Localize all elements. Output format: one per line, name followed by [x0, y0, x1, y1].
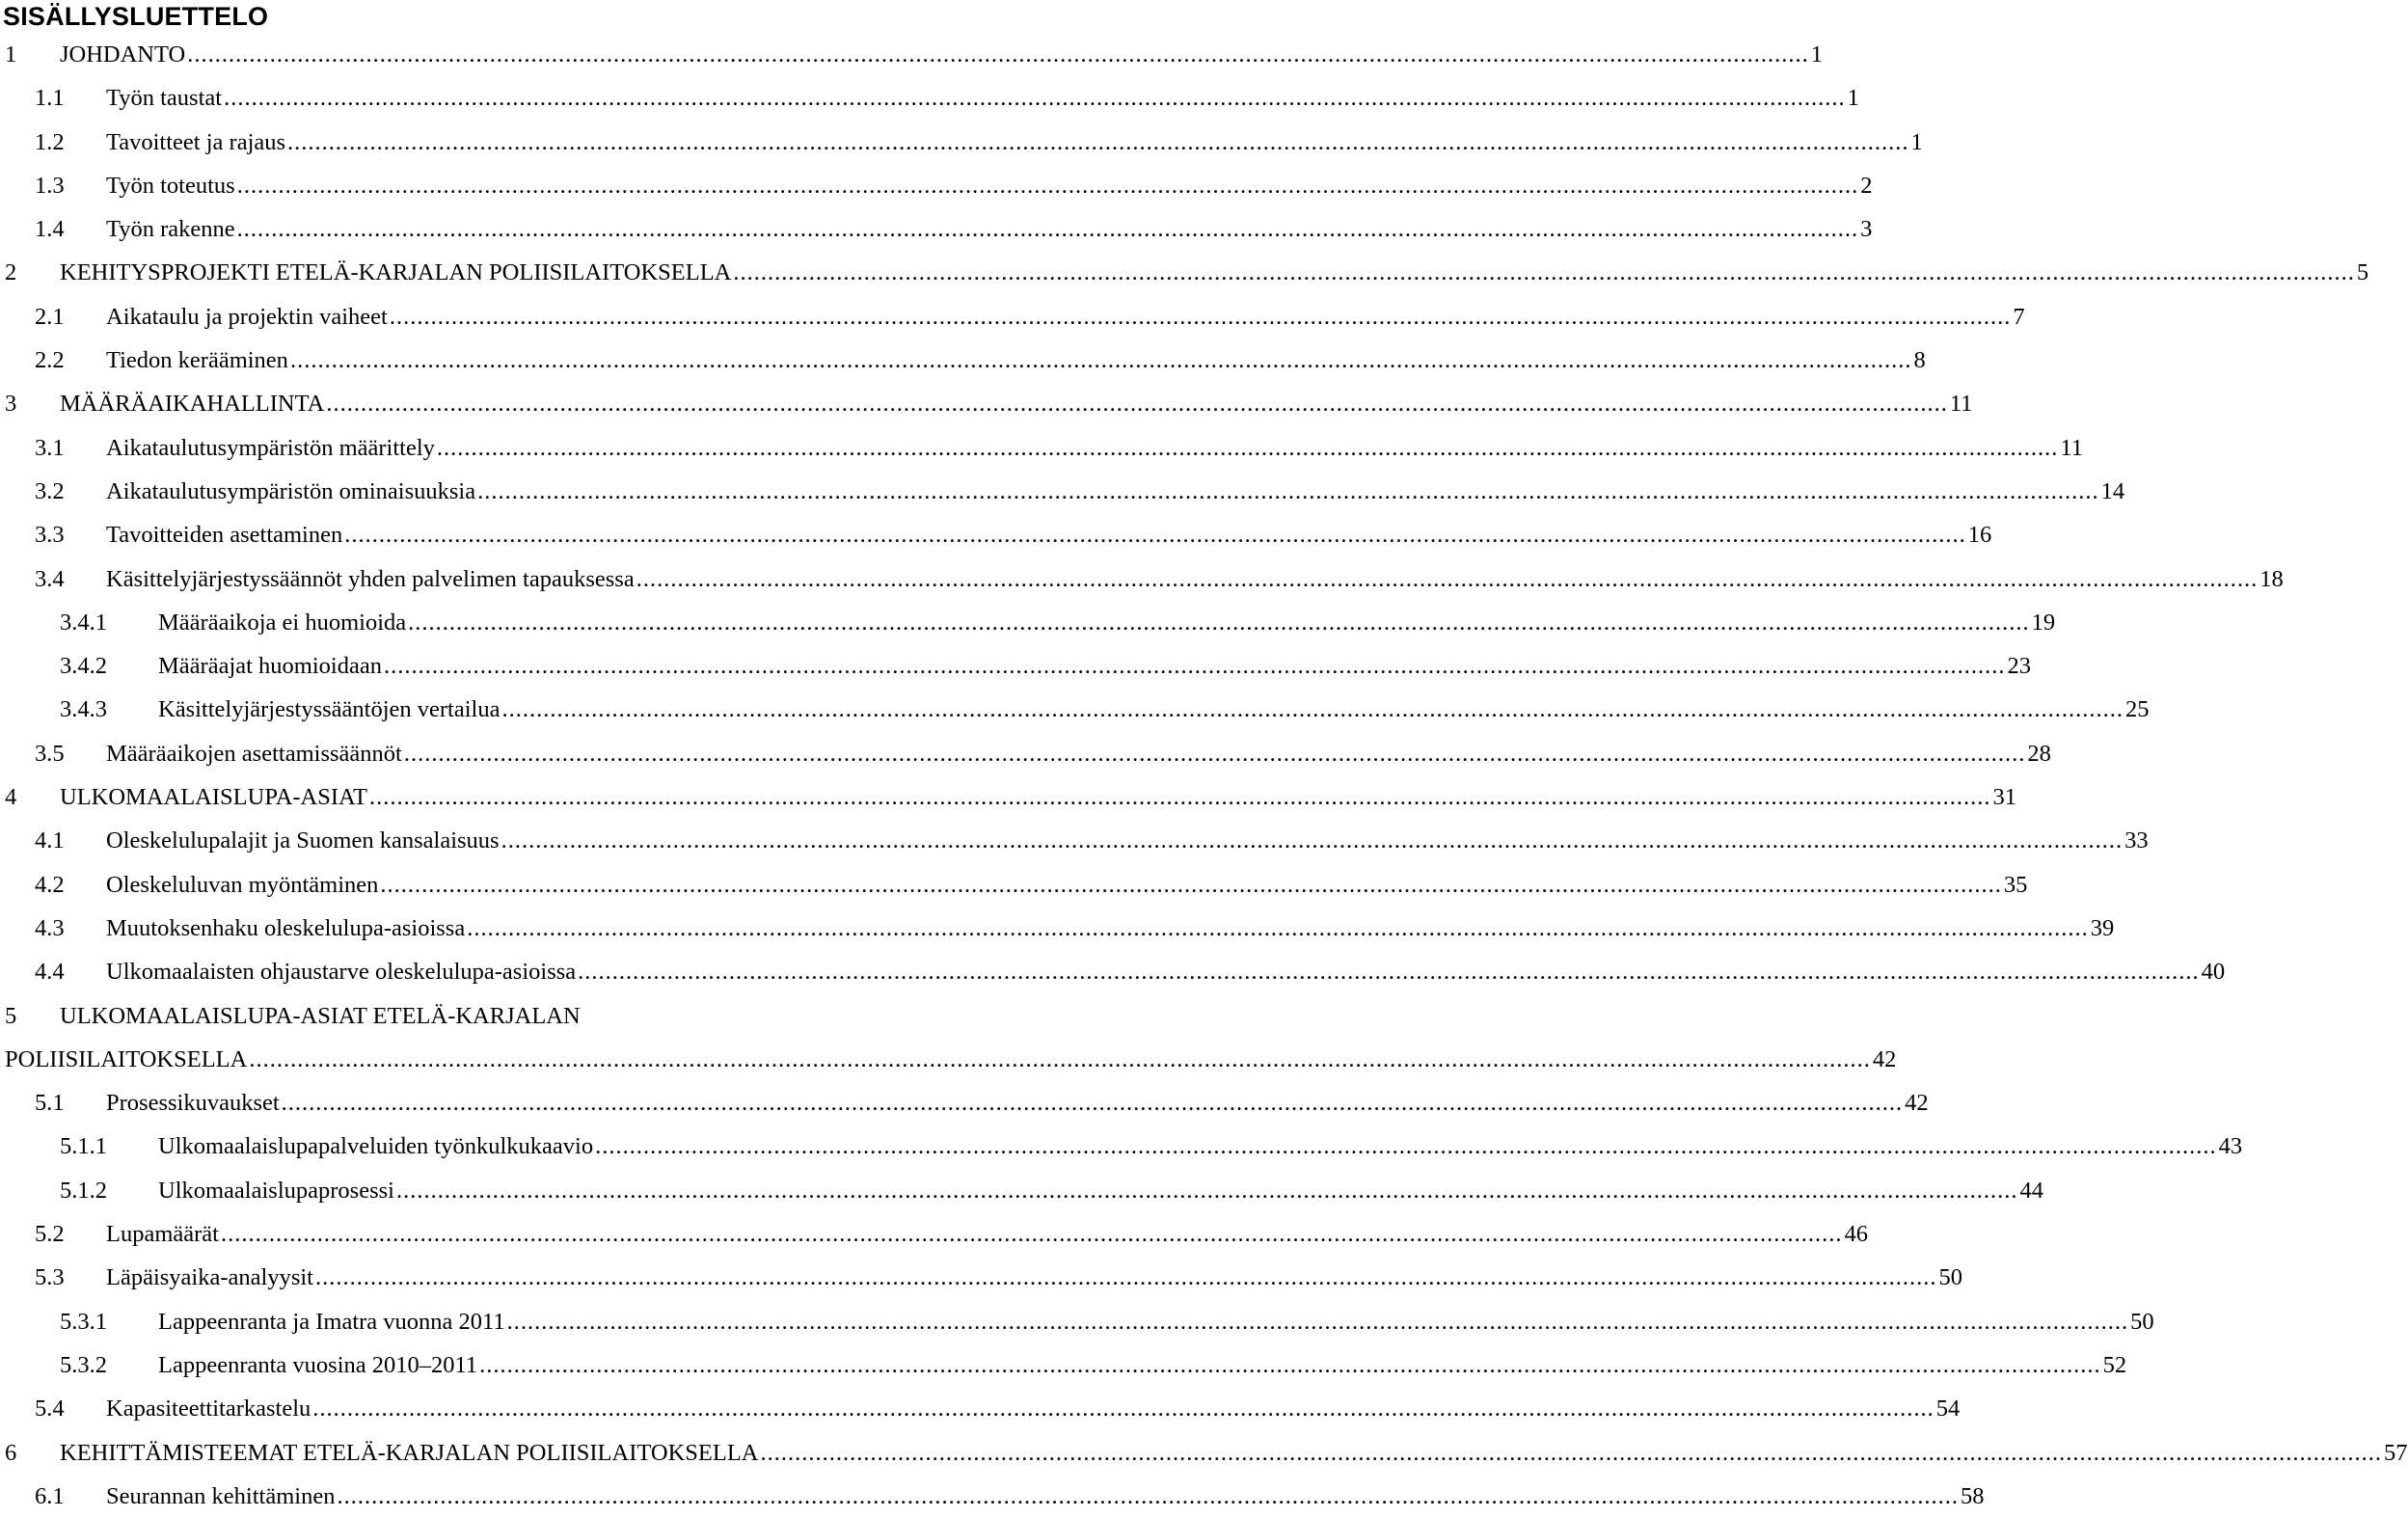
toc-entry-title: Tavoitteiden asettaminen: [106, 522, 343, 549]
toc-entry-number: 1.4: [35, 216, 65, 243]
toc-entry-page: 40: [2201, 959, 2226, 986]
toc-leader-dots: ............................................................................................................................................................................................................................................: [467, 914, 2089, 941]
toc-entry-page: 14: [2100, 477, 2125, 504]
toc-entry-number: 6: [5, 1439, 17, 1466]
toc-entry[interactable]: [0, 1212, 1868, 1256]
toc-leader-dots: ............................................................................................................................................................................................................................................: [380, 871, 2002, 898]
toc-entry-page: 33: [2124, 827, 2149, 854]
toc-entry-title: Lappeenranta vuosina 2010–2011: [158, 1351, 478, 1378]
toc-entry-title: Lupamäärät: [106, 1221, 219, 1248]
toc-leader-dots: ............................................................................................................................................................................................................................................: [287, 128, 1909, 155]
toc-leader-dots: ............................................................................................................................................................................................................................................: [221, 1221, 1843, 1248]
toc-entry-number: 4.3: [35, 914, 65, 941]
toc-entry-page: 1: [1810, 41, 1823, 68]
toc-entry[interactable]: [0, 732, 2051, 775]
toc-entry-title: Seurannan kehittäminen: [106, 1482, 336, 1509]
toc-entry-title: ULKOMAALAISLUPA-ASIAT: [60, 784, 367, 811]
toc-leader-dots: ............................................................................................................................................................................................................................................: [501, 696, 2124, 723]
toc-entry[interactable]: [0, 775, 2016, 819]
toc-entry-page: 42: [1905, 1090, 1929, 1117]
toc-entry-title: Määräaikoja ei huomioida: [158, 609, 407, 636]
toc-entry[interactable]: [0, 1125, 2243, 1168]
toc-leader-dots: ............................................................................................................................................................................................................................................: [403, 740, 2026, 767]
toc-entry-number: 6.1: [35, 1482, 65, 1509]
toc-entry-number: 3.4: [35, 565, 65, 592]
toc-entry-page: 35: [2003, 871, 2028, 898]
toc-entry-number: 3.3: [35, 522, 65, 549]
toc-entry-number: 3.5: [35, 740, 65, 767]
toc-entry[interactable]: [0, 1169, 2043, 1212]
toc-leader-dots: ............................................................................................................................................................................................................................................: [312, 1396, 1935, 1423]
toc-entry-page: 19: [2031, 609, 2056, 636]
toc-leader-dots: ............................................................................................................................................................................................................................................: [506, 1308, 2129, 1335]
toc-entry-title-line1: ULKOMAALAISLUPA-ASIAT ETELÄ-KARJALAN: [60, 1002, 581, 1029]
toc-entry-page: 23: [2007, 653, 2031, 680]
toc-entry-title-line2: POLIISILAITOKSELLA: [5, 1045, 248, 1072]
toc-leader-dots: ............................................................................................................................................................................................................................................: [733, 259, 2355, 286]
toc-entry-number: 1.1: [35, 85, 65, 112]
toc-entry-title: Oleskeluluvan myöntäminen: [106, 871, 379, 898]
toc-entry[interactable]: [0, 1475, 1985, 1518]
toc-leader-dots: ............................................................................................................................................................................................................................................: [760, 1439, 2382, 1466]
toc-entry[interactable]: [0, 1300, 2154, 1343]
toc-entry-number: 5.3.2: [60, 1351, 107, 1378]
toc-entry-number: 3: [5, 391, 17, 418]
toc-entry-number: 4.1: [35, 827, 65, 854]
toc-entry-title: Työn rakenne: [106, 216, 235, 243]
toc-entry-title: Käsittelyjärjestyssääntöjen vertailua: [158, 696, 501, 723]
toc-entry-title: Aikataulutusympäristön ominaisuuksia: [106, 477, 476, 504]
toc-entry-page: 11: [1949, 391, 1973, 418]
toc-entry-number: 3.4.2: [60, 653, 107, 680]
toc-entry-title: Työn toteutus: [106, 172, 235, 199]
toc-entry-title: Käsittelyjärjestyssäännöt yhden palvelimen tapauksessa: [106, 565, 635, 592]
toc-leader-dots: ............................................................................................................................................................................................................................................: [383, 653, 2006, 680]
toc-entry[interactable]: [0, 470, 2125, 513]
toc-leader-dots: ............................................................................................................................................................................................................................................: [595, 1133, 2217, 1160]
toc-entry[interactable]: [0, 688, 2150, 731]
toc-leader-dots: ............................................................................................................................................................................................................................................: [249, 1045, 1871, 1072]
toc-entry[interactable]: [0, 819, 2149, 862]
toc-entry-page: 25: [2124, 696, 2150, 723]
toc-entry-title: Aikataulutusympäristön määrittely: [106, 434, 435, 461]
toc-entry-number: 3.4.3: [60, 696, 107, 723]
toc-entry-number: 5.2: [35, 1221, 65, 1248]
toc-entry-title: Muutoksenhaku oleskelulupa-asioissa: [106, 914, 466, 941]
toc-leader-dots: ............................................................................................................................................................................................................................................: [477, 477, 2099, 504]
toc-leader-dots: ............................................................................................................................................................................................................................................: [408, 609, 2030, 636]
toc-entry-page: 1: [1847, 85, 1859, 112]
toc-leader-dots: ............................................................................................................................................................................................................................................: [368, 784, 1991, 811]
toc-entry-page: 52: [2102, 1351, 2127, 1378]
toc-entry-title: MÄÄRÄAIKAHALLINTA: [60, 391, 325, 418]
toc-entry-page: 2: [1860, 172, 1873, 199]
toc-entry[interactable]: [0, 207, 1873, 251]
toc-leader-dots: ............................................................................................................................................................................................................................................: [636, 565, 2259, 592]
toc-entry[interactable]: [0, 121, 1923, 164]
toc-entry[interactable]: [0, 994, 1897, 1082]
toc-entry-title: Määräaikojen asettamissäännöt: [106, 740, 402, 767]
toc-leader-dots: ............................................................................................................................................................................................................................................: [501, 827, 2124, 854]
toc-entry-page: 58: [1960, 1482, 1985, 1509]
toc-entry[interactable]: [0, 557, 2284, 601]
toc-entry-page: 3: [1860, 216, 1873, 243]
toc-entry[interactable]: [0, 1387, 1961, 1430]
toc-entry-title: Tiedon kerääminen: [106, 347, 288, 374]
toc-entry-page: 39: [2090, 914, 2115, 941]
toc-entry-number: 2: [5, 259, 17, 286]
toc-entry-title: Aikataulu ja projektin vaiheet: [106, 303, 388, 330]
toc-entry-title: Oleskelulupalajit ja Suomen kansalaisuus: [106, 827, 500, 854]
toc-entry[interactable]: [0, 382, 1973, 425]
toc-entry-page: 54: [1935, 1396, 1961, 1423]
toc-leader-dots: ............................................................................................................................................................................................................................................: [314, 1264, 1937, 1291]
toc-entry-number: 3.1: [35, 434, 65, 461]
toc-entry[interactable]: [0, 1081, 1929, 1125]
toc-list: [0, 33, 2408, 1518]
toc-entry-number: 5.4: [35, 1396, 65, 1423]
toc-entry-title: Ulkomaalaisten ohjaustarve oleskelulupa-asioissa: [106, 959, 577, 986]
toc-entry-title: Lappeenranta ja Imatra vuonna 2011: [158, 1308, 505, 1335]
toc-entry-page: 44: [2019, 1177, 2043, 1204]
toc-leader-dots: ............................................................................................................................................................................................................................................: [289, 347, 1912, 374]
toc-leader-dots: ............................................................................................................................................................................................................................................: [479, 1351, 2101, 1378]
toc-entry-page: 31: [1992, 784, 2016, 811]
toc-entry-page: 1: [1910, 128, 1923, 155]
toc-leader-dots: ............................................................................................................................................................................................................................................: [395, 1177, 2018, 1204]
toc-leader-dots: ............................................................................................................................................................................................................................................: [326, 391, 1948, 418]
toc-leader-dots: ............................................................................................................................................................................................................................................: [389, 303, 2012, 330]
toc-entry-number: 5.1.1: [60, 1133, 107, 1160]
toc-entry-number: 1.2: [35, 128, 65, 155]
toc-leader-dots: ............................................................................................................................................................................................................................................: [344, 522, 1966, 549]
toc-leader-dots: ............................................................................................................................................................................................................................................: [578, 959, 2200, 986]
toc-entry-page: 16: [1967, 522, 1992, 549]
toc-entry[interactable]: [0, 1343, 2127, 1387]
toc-leader-dots: ............................................................................................................................................................................................................................................: [337, 1482, 1959, 1509]
toc-entry-number: 4: [5, 784, 17, 811]
toc-entry-title: Työn taustat: [106, 85, 223, 112]
toc-leader-dots: ............................................................................................................................................................................................................................................: [436, 434, 2059, 461]
toc-leader-dots: ............................................................................................................................................................................................................................................: [224, 85, 1846, 112]
toc-entry-title: Tavoitteet ja rajaus: [106, 128, 286, 155]
toc-leader-dots: ............................................................................................................................................................................................................................................: [236, 172, 1859, 199]
toc-entry-title: JOHDANTO: [60, 41, 186, 68]
toc-entry-number: 5.1: [35, 1090, 65, 1117]
toc-entry[interactable]: [0, 1431, 2408, 1475]
toc-entry-page: 43: [2218, 1133, 2243, 1160]
toc-entry-number: 2.2: [35, 347, 65, 374]
toc-entry-number: 5: [5, 1002, 17, 1029]
toc-heading: SISÄLLYSLUETTELO: [3, 2, 269, 31]
toc-entry-page: 11: [2060, 434, 2083, 461]
toc-entry[interactable]: [0, 907, 2115, 950]
toc-entry[interactable]: [0, 164, 1873, 207]
toc-entry[interactable]: [0, 513, 1992, 556]
toc-entry-page: 8: [1913, 347, 1926, 374]
toc-entry-title: Prosessikuvaukset: [106, 1090, 280, 1117]
toc-entry-page: 28: [2027, 740, 2051, 767]
toc-entry-number: 2.1: [35, 303, 65, 330]
toc-leader-dots: ............................................................................................................................................................................................................................................: [187, 41, 1809, 68]
toc-entry-page: 42: [1872, 1045, 1897, 1072]
toc-entry-page: 5: [2356, 259, 2369, 286]
toc-entry-page: 18: [2259, 565, 2284, 592]
toc-entry-number: 4.4: [35, 959, 65, 986]
toc-entry-title: KEHITYSPROJEKTI ETELÄ-KARJALAN POLIISILAITOKSELLA: [60, 259, 732, 286]
toc-entry-number: 5.3.1: [60, 1308, 107, 1335]
toc-entry[interactable]: [0, 644, 2031, 688]
toc-entry[interactable]: [0, 251, 2369, 294]
toc-entry-title: Määräajat huomioidaan: [158, 653, 382, 680]
toc-entry-number: 1.3: [35, 172, 65, 199]
toc-entry[interactable]: [0, 339, 1926, 382]
toc-entry-number: 4.2: [35, 871, 65, 898]
toc-entry[interactable]: [0, 33, 1823, 76]
toc-entry[interactable]: [0, 295, 2025, 339]
toc-entry-number: 3.2: [35, 477, 65, 504]
toc-leader-dots: ............................................................................................................................................................................................................................................: [236, 216, 1859, 243]
toc-entry-page: 50: [2130, 1308, 2154, 1335]
toc-entry[interactable]: [0, 601, 2056, 644]
toc-entry-title: Ulkomaalaislupaprosessi: [158, 1177, 394, 1204]
toc-entry-title: KEHITTÄMISTEEMAT ETELÄ-KARJALAN POLIISILAITOKSELLA: [60, 1439, 759, 1466]
toc-entry-page: 7: [2013, 303, 2025, 330]
toc-entry-title: Läpäisyaika-analyysit: [106, 1264, 313, 1291]
toc-entry-page: 57: [2384, 1439, 2408, 1466]
toc-entry[interactable]: [0, 1256, 1962, 1299]
toc-entry-number: 3.4.1: [60, 609, 107, 636]
toc-entry-number: 5.1.2: [60, 1177, 107, 1204]
toc-entry[interactable]: [0, 76, 1859, 120]
toc-entry[interactable]: [0, 950, 2226, 993]
toc-entry-number: 1: [5, 41, 17, 68]
toc-entry-number: 5.3: [35, 1264, 65, 1291]
toc-entry[interactable]: [0, 863, 2028, 907]
toc-entry-title: Ulkomaalaislupapalveluiden työnkulkukaavio: [158, 1133, 594, 1160]
toc-leader-dots: ............................................................................................................................................................................................................................................: [281, 1090, 1904, 1117]
toc-entry[interactable]: [0, 426, 2083, 470]
toc-entry-title: Kapasiteettitarkastelu: [106, 1396, 311, 1423]
toc-entry-page: 50: [1938, 1264, 1962, 1291]
toc-entry-page: 46: [1844, 1221, 1868, 1248]
